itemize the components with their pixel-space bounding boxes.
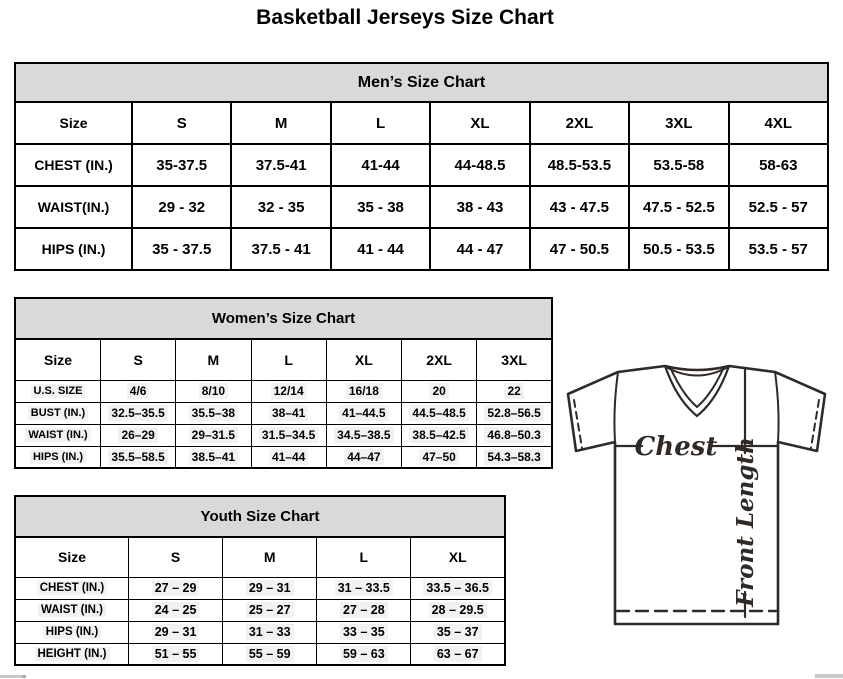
women-value-cell: 38–41 [251, 402, 326, 424]
womens-size-table [14, 338, 553, 469]
women-value-cell: 8/10 [176, 380, 251, 402]
youth-value-cell: 24 – 25 [129, 599, 223, 621]
jersey-measurement-diagram [556, 356, 838, 630]
women-value-cell: 38.5–41 [176, 446, 251, 468]
women-value-cell: 31.5–34.5 [251, 424, 326, 446]
women-data-row [15, 446, 552, 468]
men-value-cell: 37.5-41 [231, 144, 330, 186]
women-row-label: U.S. SIZE [15, 380, 101, 402]
women-value-cell: 34.5–38.5 [326, 424, 401, 446]
chest-label: Chest [634, 432, 718, 462]
women-value-cell: 4/6 [101, 380, 176, 402]
men-value-cell: 32 - 35 [231, 186, 330, 228]
women-value-cell: 44–47 [326, 446, 401, 468]
youth-value-cell: 29 – 31 [129, 621, 223, 643]
youth-value-cell: 27 – 29 [129, 577, 223, 599]
scrollbar-fragment-left-cap [22, 675, 26, 678]
scrollbar-fragment-left [0, 675, 22, 678]
women-value-cell: 41–44.5 [326, 402, 401, 424]
youth-value-cell: 63 – 67 [411, 643, 505, 665]
youth-value-cell: 55 – 59 [223, 643, 317, 665]
women-col-header: L [251, 339, 326, 380]
women-value-cell: 47–50 [402, 446, 477, 468]
men-value-cell: 52.5 - 57 [729, 186, 828, 228]
youth-col-header: M [223, 537, 317, 577]
men-row-label: WAIST(IN.) [15, 186, 132, 228]
youth-row-label: CHEST (IN.) [15, 577, 129, 599]
women-value-cell: 54.3–58.3 [477, 446, 552, 468]
womens-size-chart [14, 297, 553, 469]
youth-size-table [14, 536, 506, 666]
men-data-row [15, 228, 828, 270]
women-row-label: WAIST (IN.) [15, 424, 101, 446]
women-col-header: M [176, 339, 251, 380]
men-row-label: HIPS (IN.) [15, 228, 132, 270]
men-data-row [15, 144, 828, 186]
women-value-cell: 35.5–38 [176, 402, 251, 424]
youth-size-header-row [15, 537, 505, 577]
women-value-cell: 20 [402, 380, 477, 402]
women-size-header-row [15, 339, 552, 380]
youth-chart-title: Youth Size Chart [14, 495, 506, 536]
mens-size-table [14, 101, 829, 271]
youth-col-header: L [317, 537, 411, 577]
men-value-cell: 48.5-53.5 [530, 144, 629, 186]
men-value-cell: 58-63 [729, 144, 828, 186]
youth-value-cell: 31 – 33.5 [317, 577, 411, 599]
youth-row-label: WAIST (IN.) [15, 599, 129, 621]
men-value-cell: 53.5 - 57 [729, 228, 828, 270]
youth-value-cell: 28 – 29.5 [411, 599, 505, 621]
men-value-cell: 50.5 - 53.5 [629, 228, 728, 270]
womens-chart-title: Women’s Size Chart [14, 297, 553, 338]
men-value-cell: 35-37.5 [132, 144, 231, 186]
men-col-header: 3XL [629, 102, 728, 144]
scrollbar-fragment-right [815, 674, 843, 678]
women-col-header: 3XL [477, 339, 552, 380]
youth-value-cell: 59 – 63 [317, 643, 411, 665]
youth-col-header: Size [15, 537, 129, 577]
women-value-cell: 38.5–42.5 [402, 424, 477, 446]
youth-col-header: XL [411, 537, 505, 577]
women-data-row [15, 402, 552, 424]
youth-row-label: HIPS (IN.) [15, 621, 129, 643]
men-col-header: XL [430, 102, 529, 144]
women-value-cell: 52.8–56.5 [477, 402, 552, 424]
men-col-header: S [132, 102, 231, 144]
women-value-cell: 32.5–35.5 [101, 402, 176, 424]
men-value-cell: 47.5 - 52.5 [629, 186, 728, 228]
men-value-cell: 37.5 - 41 [231, 228, 330, 270]
women-value-cell: 26–29 [101, 424, 176, 446]
women-value-cell: 46.8–50.3 [477, 424, 552, 446]
women-value-cell: 12/14 [251, 380, 326, 402]
jersey-outline [568, 366, 825, 624]
women-col-header: XL [326, 339, 401, 380]
women-data-row [15, 380, 552, 402]
women-value-cell: 16/18 [326, 380, 401, 402]
women-col-header: Size [15, 339, 101, 380]
mens-chart-title: Men’s Size Chart [14, 62, 829, 101]
men-value-cell: 29 - 32 [132, 186, 231, 228]
youth-value-cell: 35 – 37 [411, 621, 505, 643]
youth-row-label: HEIGHT (IN.) [15, 643, 129, 665]
men-value-cell: 38 - 43 [430, 186, 529, 228]
page-title: Basketball Jerseys Size Chart [256, 6, 554, 29]
youth-col-header: S [129, 537, 223, 577]
men-col-header: M [231, 102, 330, 144]
men-value-cell: 44 - 47 [430, 228, 529, 270]
men-row-label: CHEST (IN.) [15, 144, 132, 186]
women-data-row [15, 424, 552, 446]
women-value-cell: 35.5–58.5 [101, 446, 176, 468]
front-length-label: Front Length [732, 437, 759, 607]
men-col-header: Size [15, 102, 132, 144]
youth-value-cell: 33.5 – 36.5 [411, 577, 505, 599]
women-value-cell: 22 [477, 380, 552, 402]
women-col-header: 2XL [402, 339, 477, 380]
youth-data-row [15, 599, 505, 621]
youth-data-row [15, 643, 505, 665]
youth-value-cell: 51 – 55 [129, 643, 223, 665]
youth-size-chart [14, 495, 506, 666]
youth-data-row [15, 621, 505, 643]
youth-value-cell: 25 – 27 [223, 599, 317, 621]
men-value-cell: 53.5-58 [629, 144, 728, 186]
men-data-row [15, 186, 828, 228]
youth-value-cell: 31 – 33 [223, 621, 317, 643]
men-value-cell: 35 - 37.5 [132, 228, 231, 270]
women-col-header: S [101, 339, 176, 380]
men-value-cell: 41-44 [331, 144, 430, 186]
men-value-cell: 44-48.5 [430, 144, 529, 186]
men-size-header-row [15, 102, 828, 144]
youth-value-cell: 29 – 31 [223, 577, 317, 599]
women-value-cell: 44.5–48.5 [402, 402, 477, 424]
women-row-label: HIPS (IN.) [15, 446, 101, 468]
youth-data-row [15, 577, 505, 599]
men-value-cell: 41 - 44 [331, 228, 430, 270]
women-row-label: BUST (IN.) [15, 402, 101, 424]
men-col-header: 4XL [729, 102, 828, 144]
men-value-cell: 47 - 50.5 [530, 228, 629, 270]
mens-size-chart [14, 62, 829, 271]
youth-value-cell: 33 – 35 [317, 621, 411, 643]
women-value-cell: 41–44 [251, 446, 326, 468]
youth-value-cell: 27 – 28 [317, 599, 411, 621]
men-col-header: L [331, 102, 430, 144]
men-value-cell: 43 - 47.5 [530, 186, 629, 228]
women-value-cell: 29–31.5 [176, 424, 251, 446]
men-col-header: 2XL [530, 102, 629, 144]
men-value-cell: 35 - 38 [331, 186, 430, 228]
